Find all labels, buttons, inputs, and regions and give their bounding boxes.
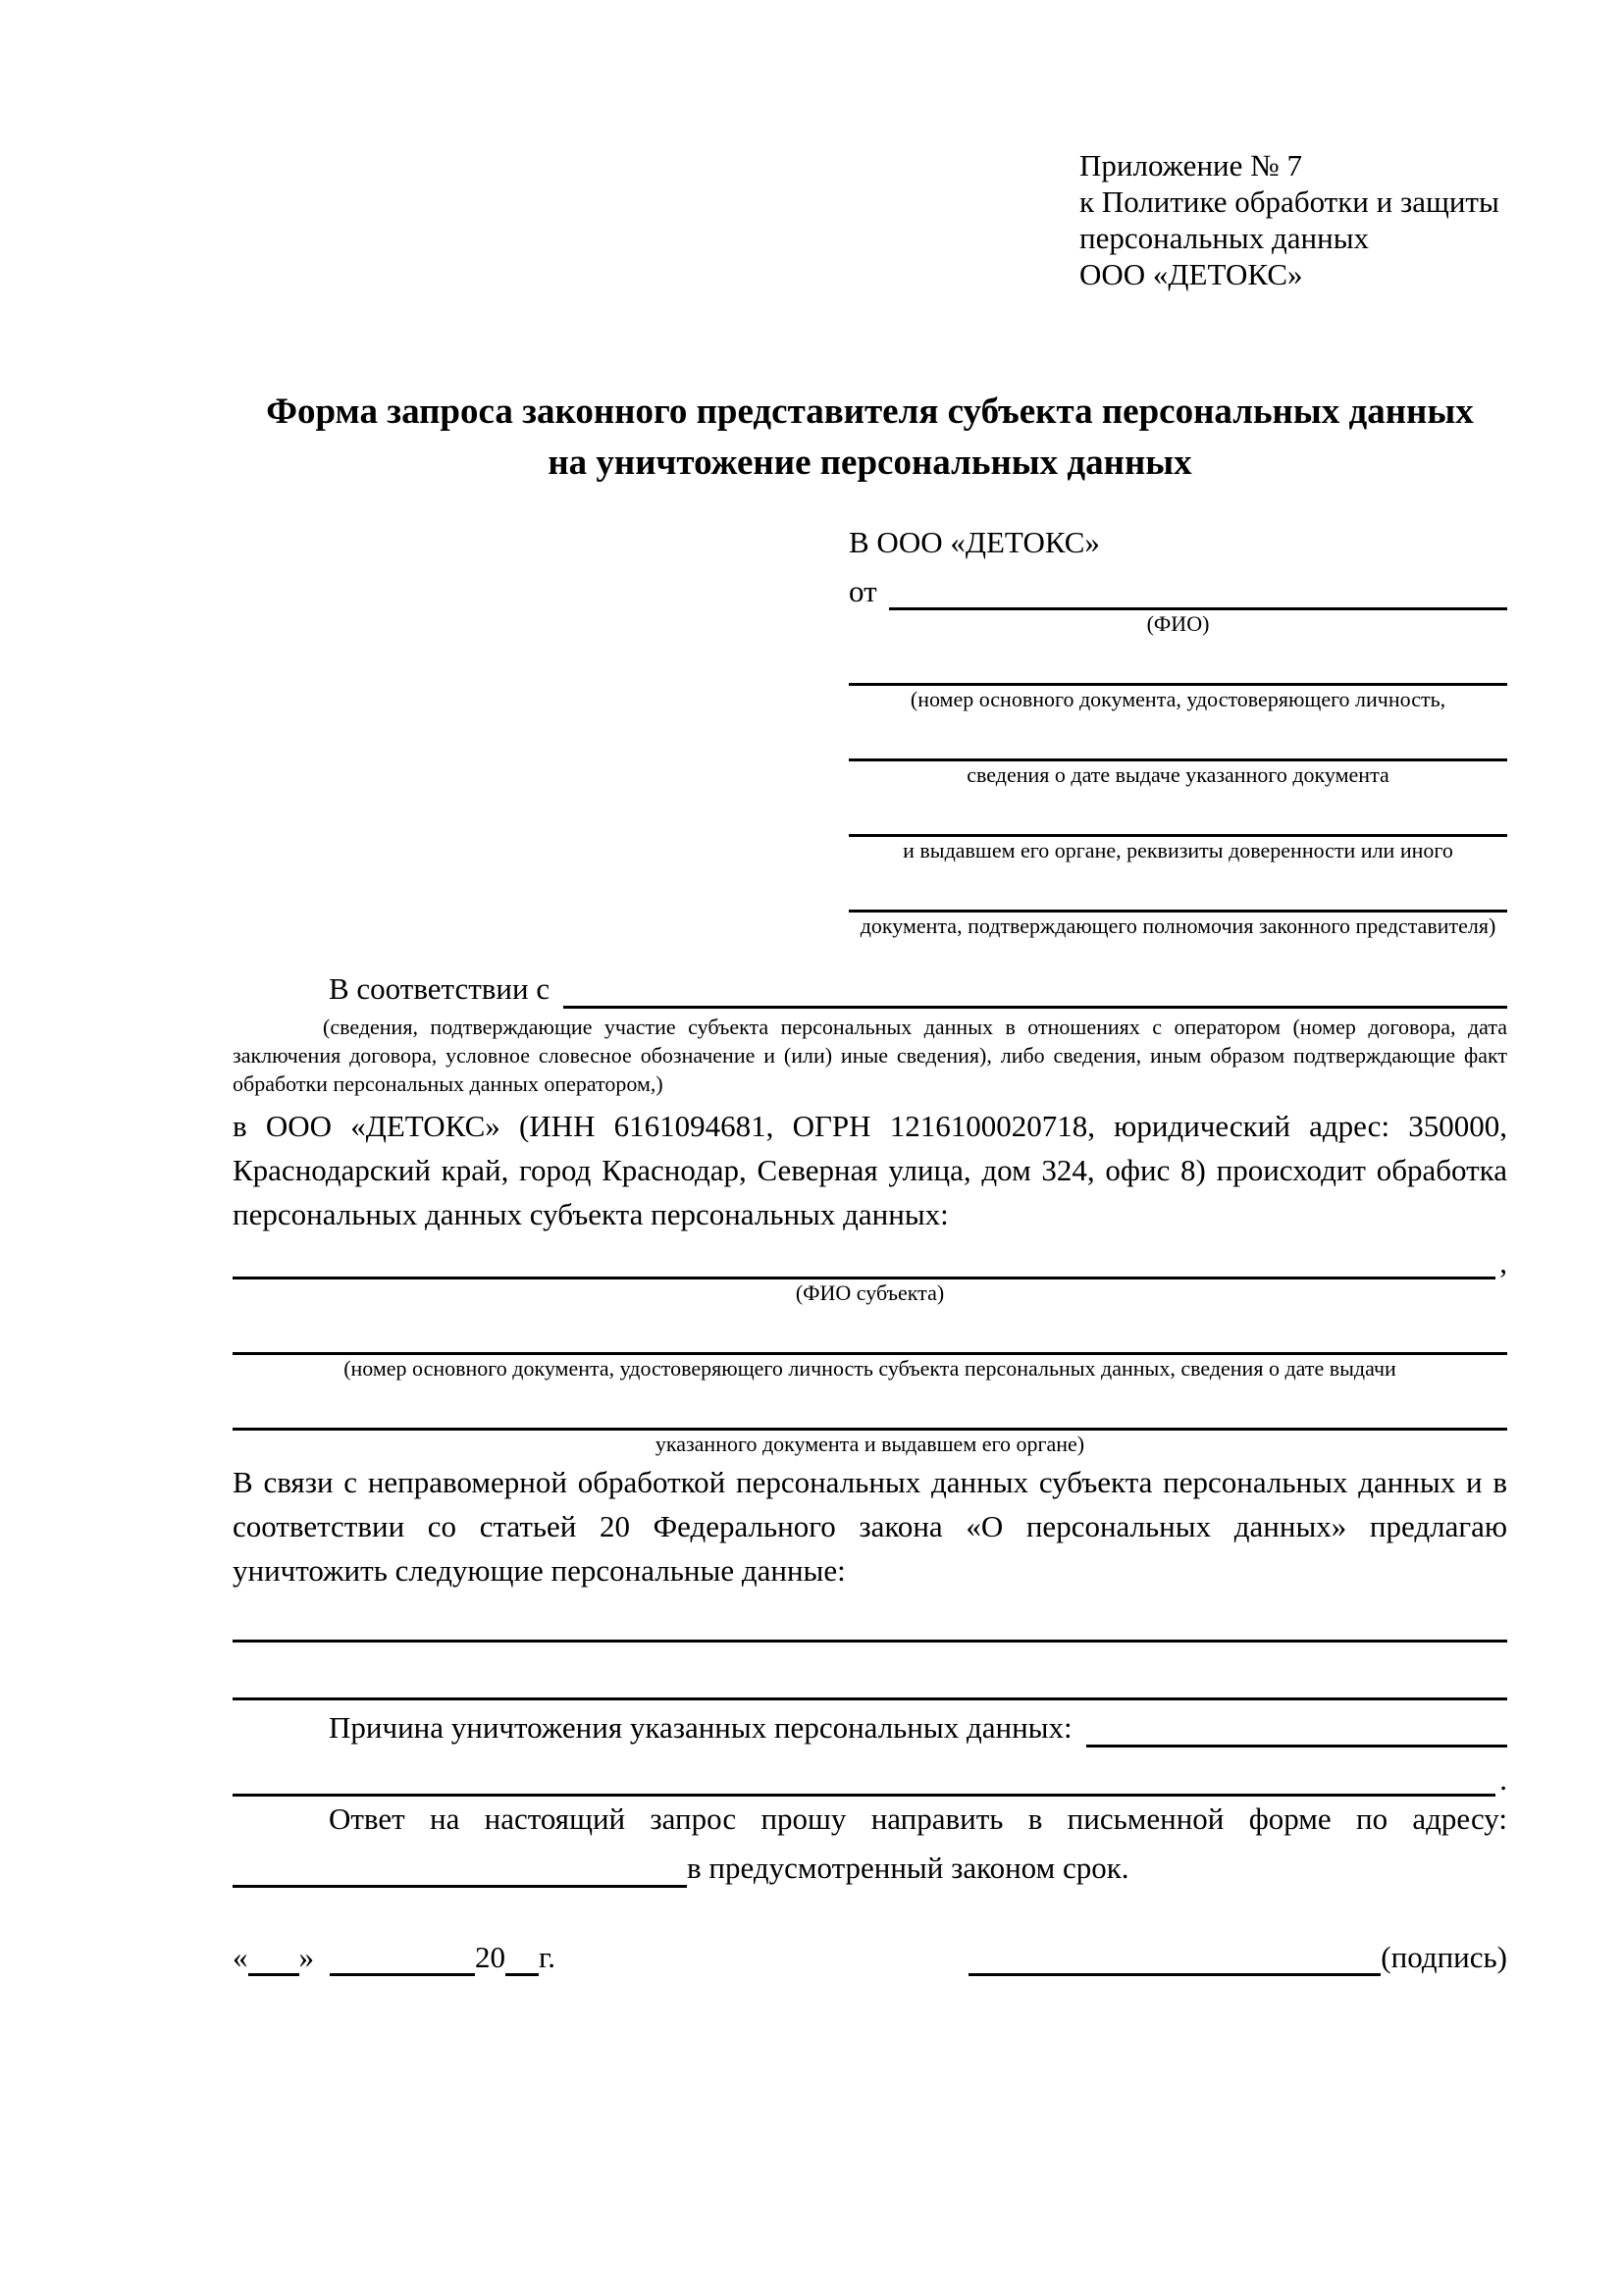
address-input-line[interactable] xyxy=(233,1885,687,1888)
issuing-authority-input-line[interactable] xyxy=(849,789,1507,837)
date-year-input-line[interactable] xyxy=(505,1973,539,1976)
date-group xyxy=(233,1939,555,1976)
header-line-policy: к Политике обработки и защиты xyxy=(1079,184,1499,219)
header-line-appendix: Приложение № 7 xyxy=(1079,148,1302,183)
doc-number-caption: (номер основного документа, удостоверяющего личность, xyxy=(910,687,1446,711)
response-address-row xyxy=(233,1841,1507,1888)
accordance-label: В соответствии с xyxy=(329,971,550,1006)
subject-doc-group-1 xyxy=(233,1307,1507,1383)
subject-doc-group-2 xyxy=(233,1383,1507,1458)
signature-input-line[interactable] xyxy=(969,1973,1381,1976)
operator-paragraph: в ООО «ДЕТОКС» (ИНН 6161094681, ОГРН 1216100020718, юридический адрес: 350000, Краснодарский край, город Краснодар, Северная улица, дом 324, офис 8) происходит обработка персональных данных субъекта персональных данных: xyxy=(233,1109,1507,1231)
subject-doc-input-line-2[interactable] xyxy=(233,1383,1507,1431)
subject-doc-caption-2: указанного документа и выдавшем его органе) xyxy=(654,1432,1085,1456)
authority-doc-caption: документа, подтверждающего полномочия законного представителя) xyxy=(860,913,1496,938)
reason-period: . xyxy=(1499,1762,1507,1797)
fio-caption: (ФИО) xyxy=(1146,611,1210,636)
data-to-destroy-input-line-2[interactable] xyxy=(233,1643,1507,1700)
reason-input-line[interactable] xyxy=(1086,1745,1507,1748)
issuing-authority-caption: и выдавшем его органе, реквизиты доверенности или иного xyxy=(903,838,1453,862)
addressee-block xyxy=(849,520,1507,940)
header-line-company: ООО «ДЕТОКС» xyxy=(1079,257,1303,291)
header-line-policy2: персональных данных xyxy=(1079,221,1370,255)
representative-doc-group xyxy=(849,638,1507,713)
authority-doc-group xyxy=(849,864,1507,940)
issue-date-input-line[interactable] xyxy=(849,713,1507,761)
year-prefix: 20 xyxy=(475,1940,505,1974)
issue-date-group xyxy=(849,713,1507,789)
reason-label: Причина уничтожения указанных персональных данных: xyxy=(329,1710,1073,1745)
signature-group xyxy=(969,1939,1507,1976)
subject-fio-comma: , xyxy=(1499,1245,1507,1279)
header-block xyxy=(1079,147,1507,292)
signature-caption: (подпись) xyxy=(1381,1940,1507,1974)
form-title-line-2: на уничтожение персональных данных xyxy=(548,443,1192,483)
addressee-to: В ООО «ДЕТОКС» xyxy=(849,525,1100,559)
year-suffix: г. xyxy=(539,1940,555,1974)
reason-continuation-row xyxy=(233,1748,1507,1797)
date-month-input-line[interactable] xyxy=(330,1973,475,1976)
form-title xyxy=(233,387,1507,489)
accordance-caption: (сведения, подтверждающие участие субъекта персональных данных в отношениях с оператором (номер договора, дата заключения договора, условное словесное обозначение и (или) иные сведения), либо сведения, иным образом подтверждающие факт обработки персональных данных оператором,) xyxy=(233,1015,1507,1096)
from-row xyxy=(849,565,1507,610)
subject-fio-row xyxy=(233,1236,1507,1279)
date-signature-row xyxy=(233,1939,1507,1976)
date-day-input-line[interactable] xyxy=(248,1973,299,1976)
request-paragraph: В связи с неправомерной обработкой персональных данных субъекта персональных данных и в соответствии со статьей 20 Федерального закона «О персональных данных» предлагаю уничтожить следующие персональные данные: xyxy=(233,1465,1507,1588)
authority-doc-input-line[interactable] xyxy=(849,864,1507,913)
response-paragraph: Ответ на настоящий запрос прошу направить в письменной форме по адресу: xyxy=(329,1801,1507,1836)
subject-doc-input-line-1[interactable] xyxy=(233,1307,1507,1355)
issue-date-caption: сведения о дате выдаче указанного документа xyxy=(967,762,1389,787)
subject-fio-caption: (ФИО субъекта) xyxy=(795,1280,945,1305)
doc-number-input-line[interactable] xyxy=(849,638,1507,686)
form-title-line-1: Форма запроса законного представителя субъекта персональных данных xyxy=(266,391,1474,432)
subject-doc-caption-1: (номер основного документа, удостоверяющего личность субъекта персональных данных, сведения о дате выдачи xyxy=(343,1356,1396,1381)
from-label: от xyxy=(849,574,877,608)
data-to-destroy-input-line-1[interactable] xyxy=(233,1592,1507,1643)
quote-close: » xyxy=(298,1940,314,1974)
quote-open: « xyxy=(233,1940,248,1974)
issuing-authority-group xyxy=(849,789,1507,864)
accordance-row xyxy=(233,962,1507,1009)
accordance-input-line[interactable] xyxy=(563,1006,1507,1009)
reason-row xyxy=(233,1700,1507,1748)
response-tail: в предусмотренный законом срок. xyxy=(687,1851,1129,1885)
